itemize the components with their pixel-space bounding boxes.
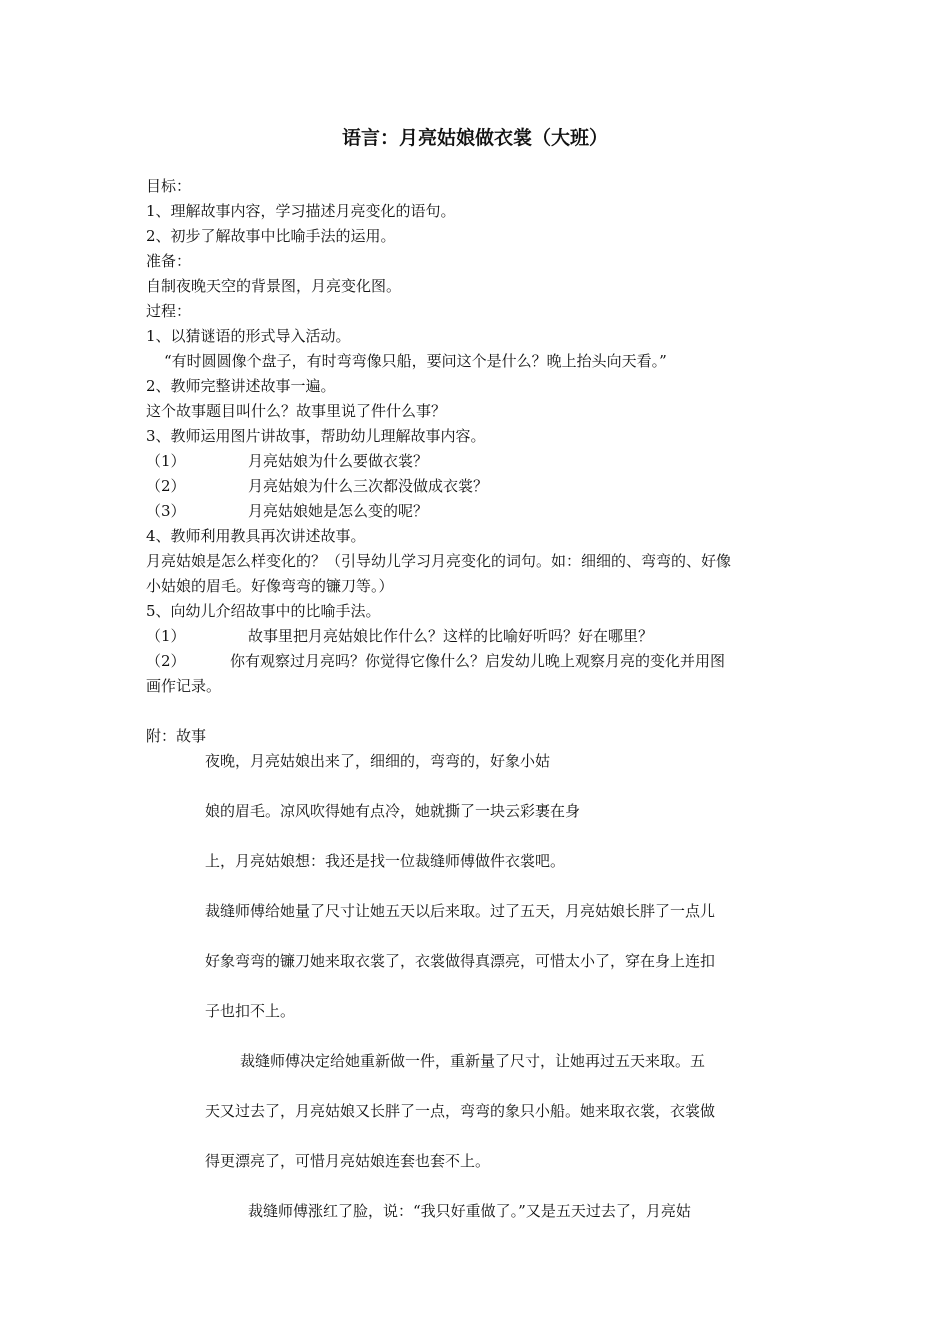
riddle-text: “有时圆圆像个盘子，有时弯弯像只船，要问这个是什么？晚上抬头向天看。”: [164, 352, 667, 370]
process-heading: 过程：: [146, 302, 192, 320]
story-line: 裁缝师傅决定给她重新做一件，重新量了尺寸，让她再过五天来取。五: [240, 1052, 706, 1070]
question-number: （1）: [146, 452, 186, 470]
story-line: 天又过去了，月亮姑娘又长胖了一点，弯弯的象只小船。她来取衣裳，衣裳做: [205, 1102, 716, 1120]
process-step-3: 3、教师运用图片讲故事，帮助幼儿理解故事内容。: [146, 427, 486, 445]
process-step-4-text-b: 小姑娘的眉毛。好像弯弯的镰刀等。）: [146, 577, 394, 595]
question-number: （3）: [146, 502, 186, 520]
process-step-2-question: 这个故事题目叫什么？故事里说了件什么事？: [146, 402, 447, 420]
question-number: （1）: [146, 627, 186, 645]
process-step-2: 2、教师完整讲述故事一遍。: [146, 377, 336, 395]
story-line: 裁缝师傅给她量了尺寸让她五天以后来取。过了五天，月亮姑娘长胖了一点儿: [205, 902, 716, 920]
goal-item-1: 1、理解故事内容，学习描述月亮变化的语句。: [146, 202, 456, 220]
story-line: 裁缝师傅涨红了脸，说：“我只好重做了。”又是五天过去了，月亮姑: [248, 1202, 691, 1220]
goal-heading: 目标：: [146, 177, 192, 195]
process-step-1: 1、以猜谜语的形式导入活动。: [146, 327, 351, 345]
story-line: 得更漂亮了，可惜月亮姑娘连套也套不上。: [205, 1152, 491, 1170]
process-step-4: 4、教师利用教具再次讲述故事。: [146, 527, 366, 545]
prep-item-1: 自制夜晚天空的背景图，月亮变化图。: [146, 277, 402, 295]
question-row: [146, 651, 725, 671]
question-row: [146, 501, 428, 521]
question-text: 月亮姑娘她是怎么变的呢？: [248, 502, 429, 520]
question-continuation: 画作记录。: [146, 677, 222, 695]
question-text: 故事里把月亮姑娘比作什么？这样的比喻好听吗？好在哪里？: [248, 627, 654, 645]
goal-item-2: 2、初步了解故事中比喻手法的运用。: [146, 227, 396, 245]
story-line: 好象弯弯的镰刀她来取衣裳了，衣裳做得真漂亮，可惜太小了，穿在身上连扣: [205, 952, 716, 970]
process-step-5: 5、向幼儿介绍故事中的比喻手法。: [146, 602, 381, 620]
question-text: 月亮姑娘为什么三次都没做成衣裳？: [248, 477, 489, 495]
question-text: 月亮姑娘为什么要做衣裳？: [248, 452, 429, 470]
process-step-4-text-a: 月亮姑娘是怎么样变化的？（引导幼儿学习月亮变化的词句。如：细细的、弯弯的、好像: [146, 552, 732, 570]
question-row: [146, 451, 428, 471]
story-line: 娘的眉毛。凉风吹得她有点冷，她就撕了一块云彩裹在身: [205, 802, 581, 820]
prep-heading: 准备：: [146, 252, 192, 270]
story-line: 子也扣不上。: [205, 1002, 296, 1020]
question-row: [146, 626, 653, 646]
question-number: （2）: [146, 652, 186, 670]
story-line: 夜晚，月亮姑娘出来了，细细的，弯弯的，好象小姑: [205, 752, 551, 770]
story-line: 上，月亮姑娘想：我还是找一位裁缝师傅做件衣裳吧。: [205, 852, 566, 870]
question-text: 你有观察过月亮吗？你觉得它像什么？启发幼儿晚上观察月亮的变化并用图: [230, 652, 726, 670]
question-number: （2）: [146, 477, 186, 495]
page-title: 语言：月亮姑娘做衣裳（大班）: [341, 127, 608, 149]
appendix-heading: 附：故事: [146, 727, 207, 745]
question-row: [146, 476, 488, 496]
